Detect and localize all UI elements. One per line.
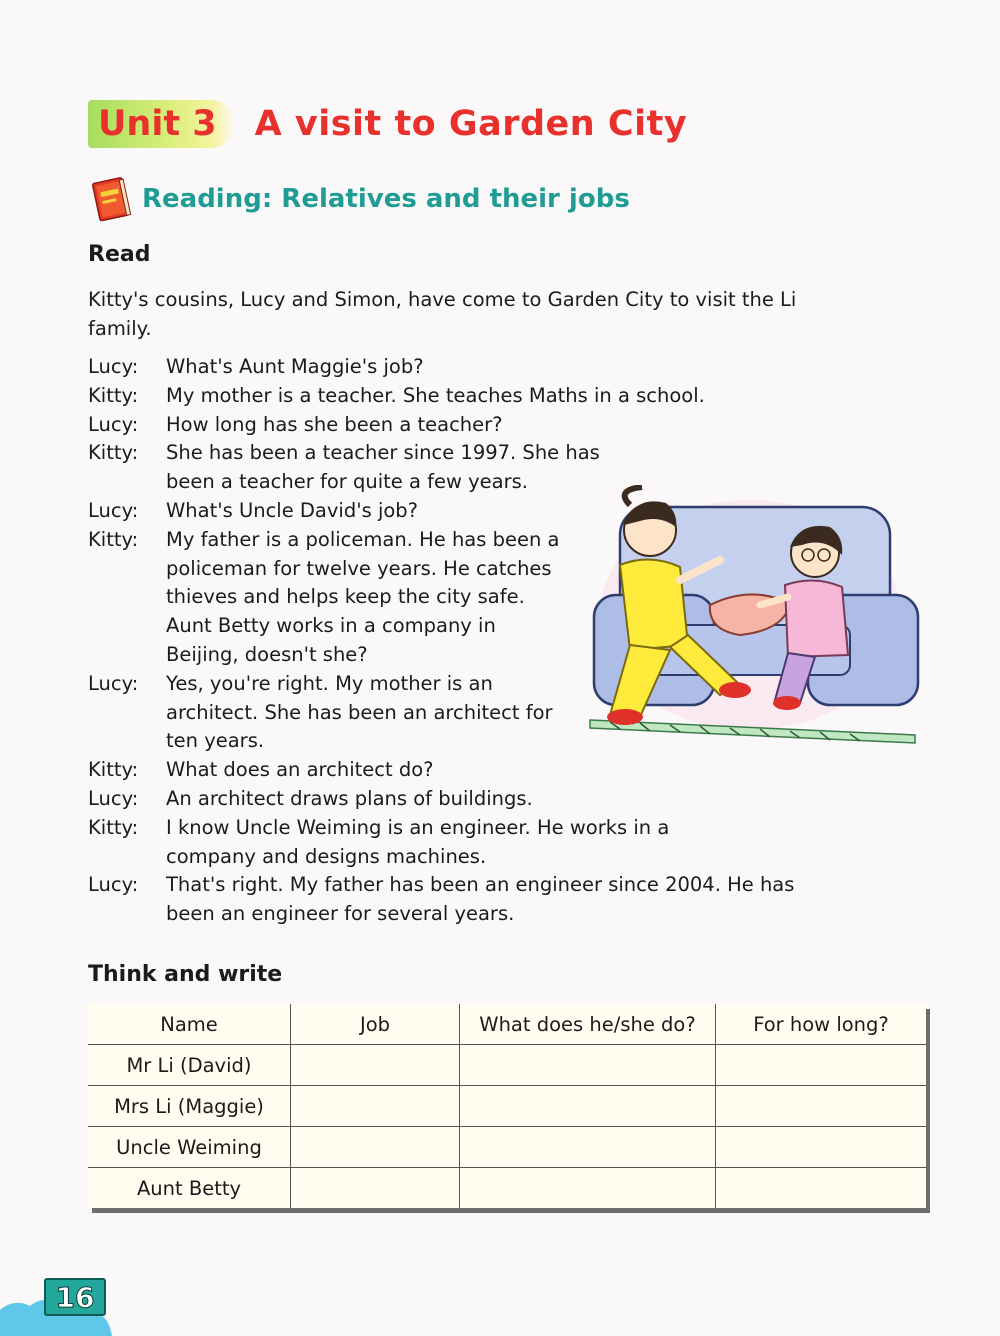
table-row [88,1045,926,1086]
speaker: Lucy: [88,786,139,810]
speaker: Lucy: [88,498,139,522]
table-header-row [88,1004,926,1045]
dialogue-line [88,382,828,411]
speech: Yes, you're right. My mother is an architect. She has been an architect for ten years. [166,671,553,753]
how-long-cell[interactable] [716,1086,927,1127]
table-row [88,1127,926,1168]
dialogue-line [88,353,828,382]
speech: She has been a teacher since 1997. She has been a teacher for quite a few years. [166,441,600,494]
row-name: Mrs Li (Maggie) [88,1086,291,1127]
speech: That's right. My father has been an engineer since 2004. He has been an engineer for several years. [166,873,795,926]
section-header [90,174,630,224]
what-cell[interactable] [460,1127,716,1168]
page-number: 16 [44,1278,106,1316]
speaker: Kitty: [88,815,139,839]
speech: What does an architect do? [166,758,434,782]
speaker: Lucy: [88,873,139,897]
speaker: Kitty: [88,758,139,782]
dialogue-line [88,785,828,814]
speech: I know Uncle Weiming is an engineer. He works in a company and designs machines. [166,815,670,868]
book-icon [90,174,134,224]
speaker: Lucy: [88,671,139,695]
think-heading: Think and write [88,962,283,987]
what-cell[interactable] [460,1045,716,1086]
header-what: What does he/she do? [460,1004,716,1045]
speech: What's Uncle David's job? [166,498,419,522]
dialogue-line [88,871,828,929]
header-name: Name [88,1004,291,1045]
unit-name: A visit to Garden City [254,104,688,144]
jobs-table [88,1004,926,1208]
intro-text: Kitty's cousins, Lucy and Simon, have come to Garden City to visit the Li family. [88,288,797,340]
unit-label: Unit 3 [88,100,235,148]
speech: An architect draws plans of buildings. [166,786,533,810]
header-how-long: For how long? [716,1004,927,1045]
speech: How long has she been a teacher? [166,412,503,436]
job-cell[interactable] [291,1086,460,1127]
speaker: Lucy: [88,412,139,436]
speaker: Kitty: [88,527,139,551]
speech: What's Aunt Maggie's job? [166,355,424,378]
speaker: Kitty: [88,383,139,407]
table-row [88,1168,926,1209]
how-long-cell[interactable] [716,1168,927,1209]
speaker: Kitty: [88,441,139,465]
speech: My mother is a teacher. She teaches Maths in a school. [166,383,705,407]
dialogue-line [88,814,828,872]
table-row [88,1086,926,1127]
dialogue-line [88,411,828,440]
job-cell[interactable] [291,1168,460,1209]
dialogue-line [88,756,828,785]
how-long-cell[interactable] [716,1127,927,1168]
header-job: Job [291,1004,460,1045]
what-cell[interactable] [460,1168,716,1209]
how-long-cell[interactable] [716,1045,927,1086]
what-cell[interactable] [460,1086,716,1127]
job-cell[interactable] [291,1127,460,1168]
job-cell[interactable] [291,1045,460,1086]
row-name: Mr Li (David) [88,1045,291,1086]
speaker: Lucy: [88,355,139,378]
row-name: Aunt Betty [88,1168,291,1209]
section-title: Reading: Relatives and their jobs [142,184,630,214]
unit-title [88,98,687,150]
row-name: Uncle Weiming [88,1127,291,1168]
read-heading: Read [88,242,151,267]
speech: My father is a policeman. He has been a policeman for twelve years. He catches thieves and helps keep the city safe. Aunt Betty works in a company in Beijing, doesn't she? [166,527,560,666]
girls-on-sofa-illustration [580,485,925,750]
